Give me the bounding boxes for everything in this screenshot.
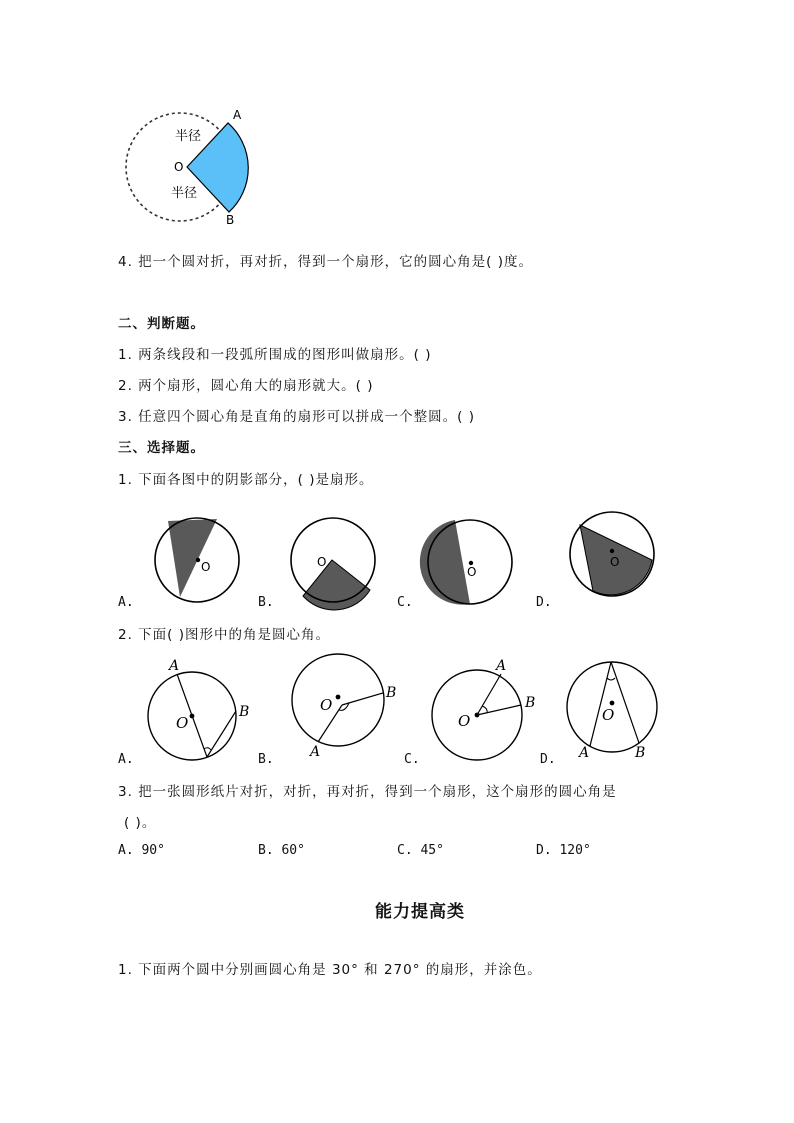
q1-d-label-o: O xyxy=(610,555,620,569)
q2-figures xyxy=(140,650,680,765)
q2-figure-c xyxy=(432,658,535,760)
q1-option-d[interactable]: D. xyxy=(536,595,552,610)
q2-option-b[interactable]: B. xyxy=(258,752,274,767)
fill-in-q4: 4. 把一个圆对折，再对折，得到一个扇形，它的圆心角是( )度。 xyxy=(118,254,533,270)
sector-figure xyxy=(120,100,260,230)
q3-option-d[interactable]: D. 120° xyxy=(536,843,591,858)
q2-b-label-a: A xyxy=(310,744,321,760)
q1-c-label-o: O xyxy=(467,565,477,579)
q2-a-label-o: O xyxy=(176,714,189,732)
q3-option-a[interactable]: A. 90° xyxy=(118,843,165,858)
q2-c-label-b: B xyxy=(525,695,536,711)
q1-option-a[interactable]: A. xyxy=(118,595,134,610)
label-b: B xyxy=(226,213,235,227)
choice-q2-text: 2. 下面( )图形中的角是圆心角。 xyxy=(118,627,330,643)
choice-q1-text: 1. 下面各图中的阴影部分，( )是扇形。 xyxy=(118,472,374,488)
label-a: A xyxy=(233,108,242,122)
q1-b-label-o: O xyxy=(317,555,327,569)
radius-label-bottom: 半径 xyxy=(171,186,198,201)
q2-figure-a xyxy=(148,658,249,760)
q3-option-c[interactable]: C. 45° xyxy=(397,843,444,858)
q1-a-center-dot xyxy=(196,558,200,562)
judge-item-2: 2. 两个扇形，圆心角大的扇形就大。( ) xyxy=(118,378,374,394)
label-o: O xyxy=(174,160,184,174)
section-title: 能力提高类 xyxy=(375,902,465,922)
q2-option-a[interactable]: A. xyxy=(118,752,134,767)
improve-q1: 1. 下面两个圆中分别画圆心角是 30° 和 270° 的扇形，并涂色。 xyxy=(118,962,542,978)
q1-figure-c xyxy=(420,520,512,605)
choice-q3-text-line2: ( )。 xyxy=(124,815,157,831)
q2-b-label-o: O xyxy=(320,696,333,714)
choice-heading: 三、选择题。 xyxy=(118,440,205,456)
q1-figure-a xyxy=(155,518,239,602)
q1-figure-b xyxy=(291,518,375,610)
q2-d-label-o: O xyxy=(602,706,615,724)
q2-figure-b xyxy=(292,654,396,760)
q2-option-c[interactable]: C. xyxy=(404,752,420,767)
q1-a-shade xyxy=(168,519,217,597)
q1-d-center-dot xyxy=(610,549,614,553)
judge-item-1: 1. 两条线段和一段弧所围成的图形叫做扇形。( ) xyxy=(118,347,432,363)
q1-option-b[interactable]: B. xyxy=(258,595,274,610)
choice-q3-text-line1: 3. 把一张圆形纸片对折，对折，再对折，得到一个扇形，这个扇形的圆心角是 xyxy=(118,784,617,800)
radius-label-top: 半径 xyxy=(175,129,202,144)
q1-option-c[interactable]: C. xyxy=(397,595,413,610)
q2-d-label-a: A xyxy=(579,745,590,761)
q1-figure-d xyxy=(570,512,654,596)
judge-item-3: 3. 任意四个圆心角是直角的扇形可以拼成一个整圆。( ) xyxy=(118,409,475,425)
q3-option-b[interactable]: B. 60° xyxy=(258,843,305,858)
q1-a-label-o: O xyxy=(201,560,211,574)
q2-a-label-a: A xyxy=(169,658,180,674)
q2-c-label-o: O xyxy=(458,712,471,730)
q2-option-d[interactable]: D. xyxy=(540,752,556,767)
judge-heading: 二、判断题。 xyxy=(118,316,205,332)
q2-d-label-b: B xyxy=(635,745,646,761)
q2-c-label-a: A xyxy=(496,658,507,674)
q2-figure-d xyxy=(567,662,657,761)
q2-b-label-b: B xyxy=(386,685,397,701)
q2-a-label-b: B xyxy=(239,704,250,720)
